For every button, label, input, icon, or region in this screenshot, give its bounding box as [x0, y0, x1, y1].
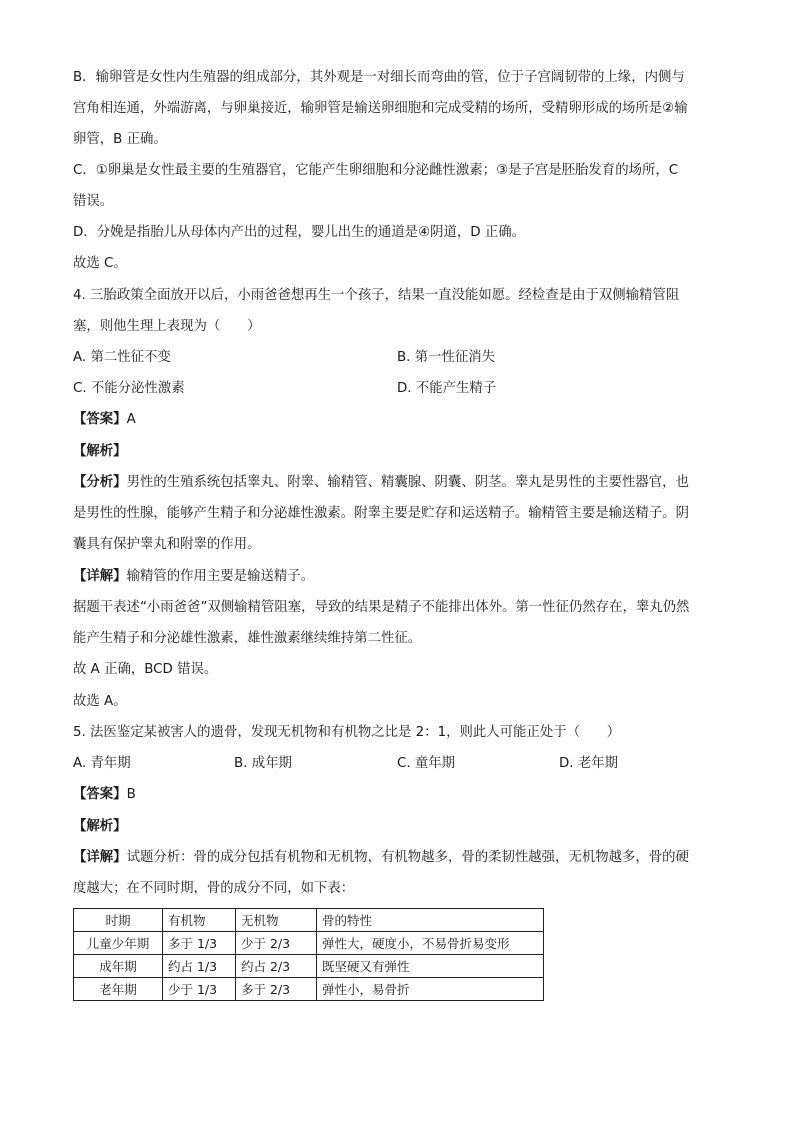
- q4-detail-line-1: 据题干表述“小雨爸爸”双侧输精管阻塞，导致的结果是精子不能排出体外。第一性征仍然存在，睾丸仍然: [73, 600, 690, 615]
- q5-option-c: C. 童年期: [397, 756, 456, 771]
- xiangjie-tag: 【详解】: [73, 569, 127, 584]
- table-header-cell: 无机物: [236, 909, 317, 932]
- table-header-row: [74, 909, 544, 932]
- q5-option-b: B. 成年期: [234, 756, 292, 771]
- q5-stem: 5. 法医鉴定某被害人的遗骨，发现无机物和有机物之比是 2：1，则此人可能正处于（ ）: [73, 725, 621, 740]
- table-cell: 多于 1/3: [163, 932, 236, 955]
- q4-jiexi-tag: 【解析】: [73, 444, 127, 459]
- q3-choice: 故选 C。: [73, 256, 127, 271]
- table-header-cell: 骨的特性: [317, 909, 544, 932]
- table-row: [74, 955, 544, 978]
- explanation-d: D．分娩是指胎儿从母体内产出的过程，婴儿出生的通道是④阴道，D 正确。: [73, 225, 525, 240]
- table-cell: 多于 2/3: [236, 978, 317, 1001]
- table-cell: 少于 1/3: [163, 978, 236, 1001]
- q4-conclusion: 故 A 正确，BCD 错误。: [73, 662, 218, 677]
- xiangjie-text: 输精管的作用主要是输送精子。: [126, 569, 315, 584]
- answer-value: A: [126, 412, 136, 427]
- q4-fenxi-line-2: 是男性的性腺，能够产生精子和分泌雄性激素。附睾主要是贮存和运送精子。输精管主要是输送精子。阴: [73, 506, 689, 521]
- table-cell: 成年期: [74, 955, 163, 978]
- table-cell: 既坚硬又有弹性: [317, 955, 544, 978]
- q4-option-a: A. 第二性征不变: [73, 350, 171, 365]
- q4-option-c: C. 不能分泌性激素: [73, 381, 185, 396]
- explanation-b-line-2: 宫角相连通，外端游离，与卵巢接近，输卵管是输送卵细胞和完成受精的场所，受精卵形成的场所是②输: [73, 101, 688, 116]
- q4-stem-line-2: 塞，则他生理上表现为（ ）: [73, 319, 261, 334]
- answer-tag: 【答案】: [73, 787, 127, 802]
- explanation-c-line-2: 错误。: [73, 194, 114, 209]
- table-row: [74, 932, 544, 955]
- q4-answer: [73, 404, 721, 435]
- xiangjie-tag: 【详解】: [73, 850, 127, 865]
- q5-option-a: A. 青年期: [73, 756, 131, 771]
- q4-fenxi-line-3: 囊具有保护睾丸和附睾的作用。: [73, 537, 261, 552]
- table-cell: 老年期: [74, 978, 163, 1001]
- q4-option-b: B. 第一性征消失: [397, 350, 496, 365]
- q5-jiexi-tag: 【解析】: [73, 819, 127, 834]
- table-cell: 少于 2/3: [236, 932, 317, 955]
- fenxi-text: 男性的生殖系统包括睾丸、附睾、输精管、精囊腺、阴囊、阴茎。睾丸是男性的主要性器官，也: [126, 475, 689, 490]
- table-header-cell: 时期: [74, 909, 163, 932]
- q4-detail-line-2: 能产生精子和分泌雄性激素，雄性激素继续维持第二性征。: [73, 631, 422, 646]
- table-cell: 约占 2/3: [236, 955, 317, 978]
- q4-choice: 故选 A。: [73, 694, 127, 709]
- xiangjie-text: 试题分析：骨的成分包括有机物和无机物，有机物越多，骨的柔韧性越强，无机物越多，骨的硬: [126, 850, 689, 865]
- table-cell: 约占 1/3: [163, 955, 236, 978]
- table-cell: 弹性小，易骨折: [317, 978, 544, 1001]
- q4-stem-line-1: 4. 三胎政策全面放开以后，小雨爸爸想再生一个孩子，结果一直没能如愿。经检查是由于双侧输精管阻: [73, 288, 680, 303]
- table-cell: 弹性大，硬度小，不易骨折易变形: [317, 932, 544, 955]
- explanation-b-line-1: B．输卵管是女性内生殖器的组成部分，其外观是一对细长而弯曲的管，位于子宫阔韧带的上缘，内侧与: [73, 70, 685, 85]
- table-cell: 儿童少年期: [74, 932, 163, 955]
- table-row: [74, 978, 544, 1001]
- q4-xiangjie: [73, 561, 721, 592]
- explanation-b-line-3: 卵管，B 正确。: [73, 132, 167, 147]
- q5-option-d: D. 老年期: [559, 756, 618, 771]
- q4-fenxi-line-1: [73, 467, 721, 498]
- q4-option-d: D. 不能产生精子: [397, 381, 497, 396]
- table-header-cell: 有机物: [163, 909, 236, 932]
- answer-tag: 【答案】: [73, 412, 127, 427]
- q5-answer: [73, 779, 721, 810]
- answer-value: B: [126, 787, 136, 802]
- explanation-c-line-1: C．①卵巢是女性最主要的生殖器官，它能产生卵细胞和分泌雌性激素；③是子宫是胚胎发育的场所，C: [73, 163, 679, 178]
- bone-composition-table: [73, 908, 544, 1001]
- fenxi-tag: 【分析】: [73, 475, 127, 490]
- q5-xiangjie-line-2: 度越大；在不同时期，骨的成分不同，如下表：: [73, 881, 355, 896]
- q5-xiangjie-line-1: [73, 842, 721, 873]
